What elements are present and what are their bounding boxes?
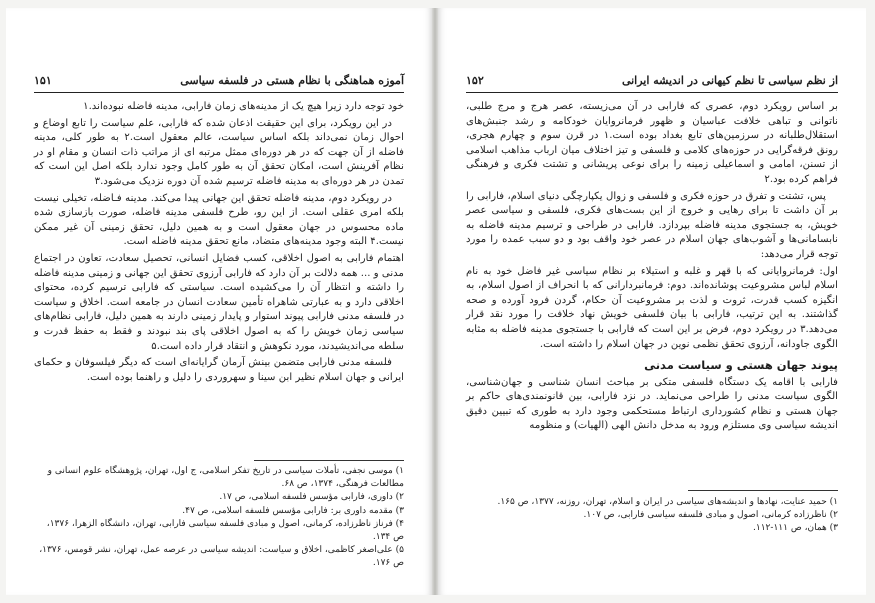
right-page-header [466,74,838,93]
footnote: ۲) ناظرزاده کرمانی، اصول و مبادی فلسفه سیاسی فارابی، ص ۱۰۷. [583,510,838,521]
footnote: ۱) حمید عنایت، نهادها و اندیشه‌های سیاسی در ایران و اسلام، تهران، روزنه، ۱۳۷۷، ص ۱۶۵. [497,497,838,507]
right-page [438,8,866,595]
left-running-title: آموزه هماهنگی با نظام هستی در فلسفه سیاسی [180,74,404,87]
paragraph: اهتمام فارابی به اصول اخلاقی، کسب فضایل انسانی، تحصیل سعادت، تعاون در اجتماع مدنی و ... همه دلالت بر آن دارد که فارابی آرزوی تحقق این جهانی و زمینی مدینه فاضله را داشته و انتظار آن را می‌کشیده است. سیاستی که فارابی ترسیم کرده، محتوای اخلاقی دارد و به عبارتی شاهراه تأمین سعادت انسان در جامعه است. اخلاق و سیاست در فلسفه مدنی فارابی پیوند استوار و پایدار زمینی دارند به همین دلیل، فارابی نظام‌های سیاسی زمان خویش را که به اصول اخلاقی پای بند نبودند و فقط به حفظ قدرت و سلطه می‌اندیشیدند، مورد نکوهش و انتقاد قرار داده است.۵ [34,252,404,352]
paragraph: خود توجه دارد زیرا هیچ یک از مدینه‌های زمان فارابی، مدینه فاضله نبوده‌اند.۱ [83,101,404,112]
footnote: ۳) مقدمه داوری بر: فارابی مؤسس فلسفه اسلامی، ص ۴۷. [182,505,404,516]
paragraph: پس، تشتت و تفرق در حوزه فکری و فلسفی و زوال یکپارچگی دنیای اسلام، فارابی را بر آن داشت تا برای رهایی و خروج از این بست‌های فکری، فلسفی و سیاسی عصر خویش، به جستجوی مدینه فاضله بپردازد. فارابی در طراحی و ترسیم مدینه فاضله به نابسامانی‌ها و آشوب‌های جهان اسلام در عصر خود واقف بود و دو سبب عمده را مورد توجه قرار می‌دهد: [466,190,838,260]
footnote: ۱) موسی نجفی، تأملات سیاسی در تاریخ تفکر اسلامی، ج اول، تهران، پژوهشگاه علوم انسانی و مطالعات فرهنگی، ۱۳۷۴، ص ۶۸. [47,466,404,490]
section-heading: پیوند جهان هستی و سیاست مدنی [644,358,838,373]
left-page-body [34,100,404,387]
left-footnotes [34,465,404,571]
right-page-body [466,100,838,436]
paragraph: فارابی با اقامه یک دستگاه فلسفی متکی بر مباحث انسان شناسی و جهان‌شناسی، الگوی سیاست مدنی را طراحی می‌نماید. در نزد فارابی، بین قانونمندی‌های حاکم بر جهان هستی و نظام کشورداری ارتباط مستحکمی وجود دارد به طوری که تبیین دقیق اندیشه سیاسی وی مستلزم ورود به مدخل دانش الهی (الهیات) و منظومه [466,376,838,432]
right-page-number: ۱۵۲ [466,74,484,87]
paragraph: فلسفه مدنی فارابی متضمن بینش آرمان گرایانه‌ای است که دیگر فیلسوفان و حکمای ایرانی و جهان اسلام نظیر ابن سینا و سهروردی را دلیل و راهنما بوده است. [34,357,404,383]
footnote: ۳) همان، ص ۱۱۱-۱۱۲. [753,523,838,534]
left-page-header [34,74,404,93]
footnote: ۲) داوری، فارابی مؤسس فلسفه اسلامی، ص ۱۷. [219,492,404,503]
paragraph: در این رویکرد، برای این حقیقت اذعان شده که فارابی، علم سیاست را تابع اوضاع و احوال زمان نمی‌داند بلکه اساس سیاست، عالم معقول است.۲ به طور کلی، مدینه فاضله از آن جهت که در هر دوره‌ای ممثل مرتبه ای از مراتب ذات انسان و مقام او در نظام آفرینش است، امکان تحقق آن به طور کامل وجود ندارد بلکه اصل این است که تمدن در هر دوره‌ای به مدینه فاضله ترسیم شده آن دوره نزدیک می‌شود.۳ [34,117,404,187]
footnote: ۵) علی‌اصغر کاظمی، اخلاق و سیاست: اندیشه سیاسی در عرصه عمل، تهران، نشر قومس، ۱۳۷۶، ص ۱۷۶. [39,545,404,569]
left-page-number: ۱۵۱ [34,74,52,87]
paragraph: در رویکرد دوم، مدینه فاضله تحقق این جهانی پیدا می‌کند. مدینه فـاضله، تخیلی نیست بلکه امری عقلی است. از این رو، طرح فلسفی مدینه فاضله، صورت بازسازی شده ماده محسوس در جهان معقول است و به همین دلیل، تحقق زمینی آن غیر ممکن نیست.۴ البته وجود مدینه‌های متضاد، مانع تحقق مدینه فاضله است. [34,192,404,248]
right-running-title: از نظم سیاسی تا نظم کیهانی در اندیشه ایرانی [621,74,838,87]
paragraph: بر اساس رویکرد دوم، عصری که فارابی در آن می‌زیسته، عصر هرج و مرج طلبی، ناتوانی و تباهی خلافت عباسیان و ظهور فرمانروایان خودکامه و رشد جنبش‌های استقلال‌طلبانه در سرزمین‌های تابع بغداد بوده است.۱ در قرن سوم و چهارم هجری، رونق فرقه‌گرایی در حوزه‌های کلامی و فلسفی و تیز اختلاف میان ارباب مذاهب اسلامی از تسنن، امامی و اسماعیلی زمینه را برای نوعی پریشانی و تشتت فکری و فرهنگی فراهم کرده بود.۲ [466,101,838,185]
right-footnotes [466,496,838,536]
footnote-rule [254,460,404,461]
left-page [6,8,432,595]
footnote: ۴) فرناز ناظرزاده، کرمانی، اصول و مبادی فلسفه سیاسی فارابی، تهران، دانشگاه الزهرا، ۱۳۷۶، ص ۱۳۴. [46,518,404,543]
paragraph: اول: فرمانروایانی که با قهر و غلبه و استیلاء بر نظام سیاسی غیر فاضل خود به نام اسلام لباس مشروعیت پوشانده‌اند. دوم: فرمانبردارانی که با انحراف از اصول اسلام، به انگیزه کسب قدرت، ثروت و لذت بر مشروعیت آن حکام، گردن فرود آورده و صحه گذاشتند. به این ترتیب، فارابی با بیان فلسفی خویش نهاد خلافت را مورد نقد قرار می‌دهد.۳ در رویکرد دوم، فرض بر این است که فارابی با جستجوی مدینه فاضله به مثابه الگوی جاودانه، آرزوی تحقق نظمی نوین در جهان اسلام را داشته است. [466,265,838,350]
footnote-rule [688,490,838,491]
